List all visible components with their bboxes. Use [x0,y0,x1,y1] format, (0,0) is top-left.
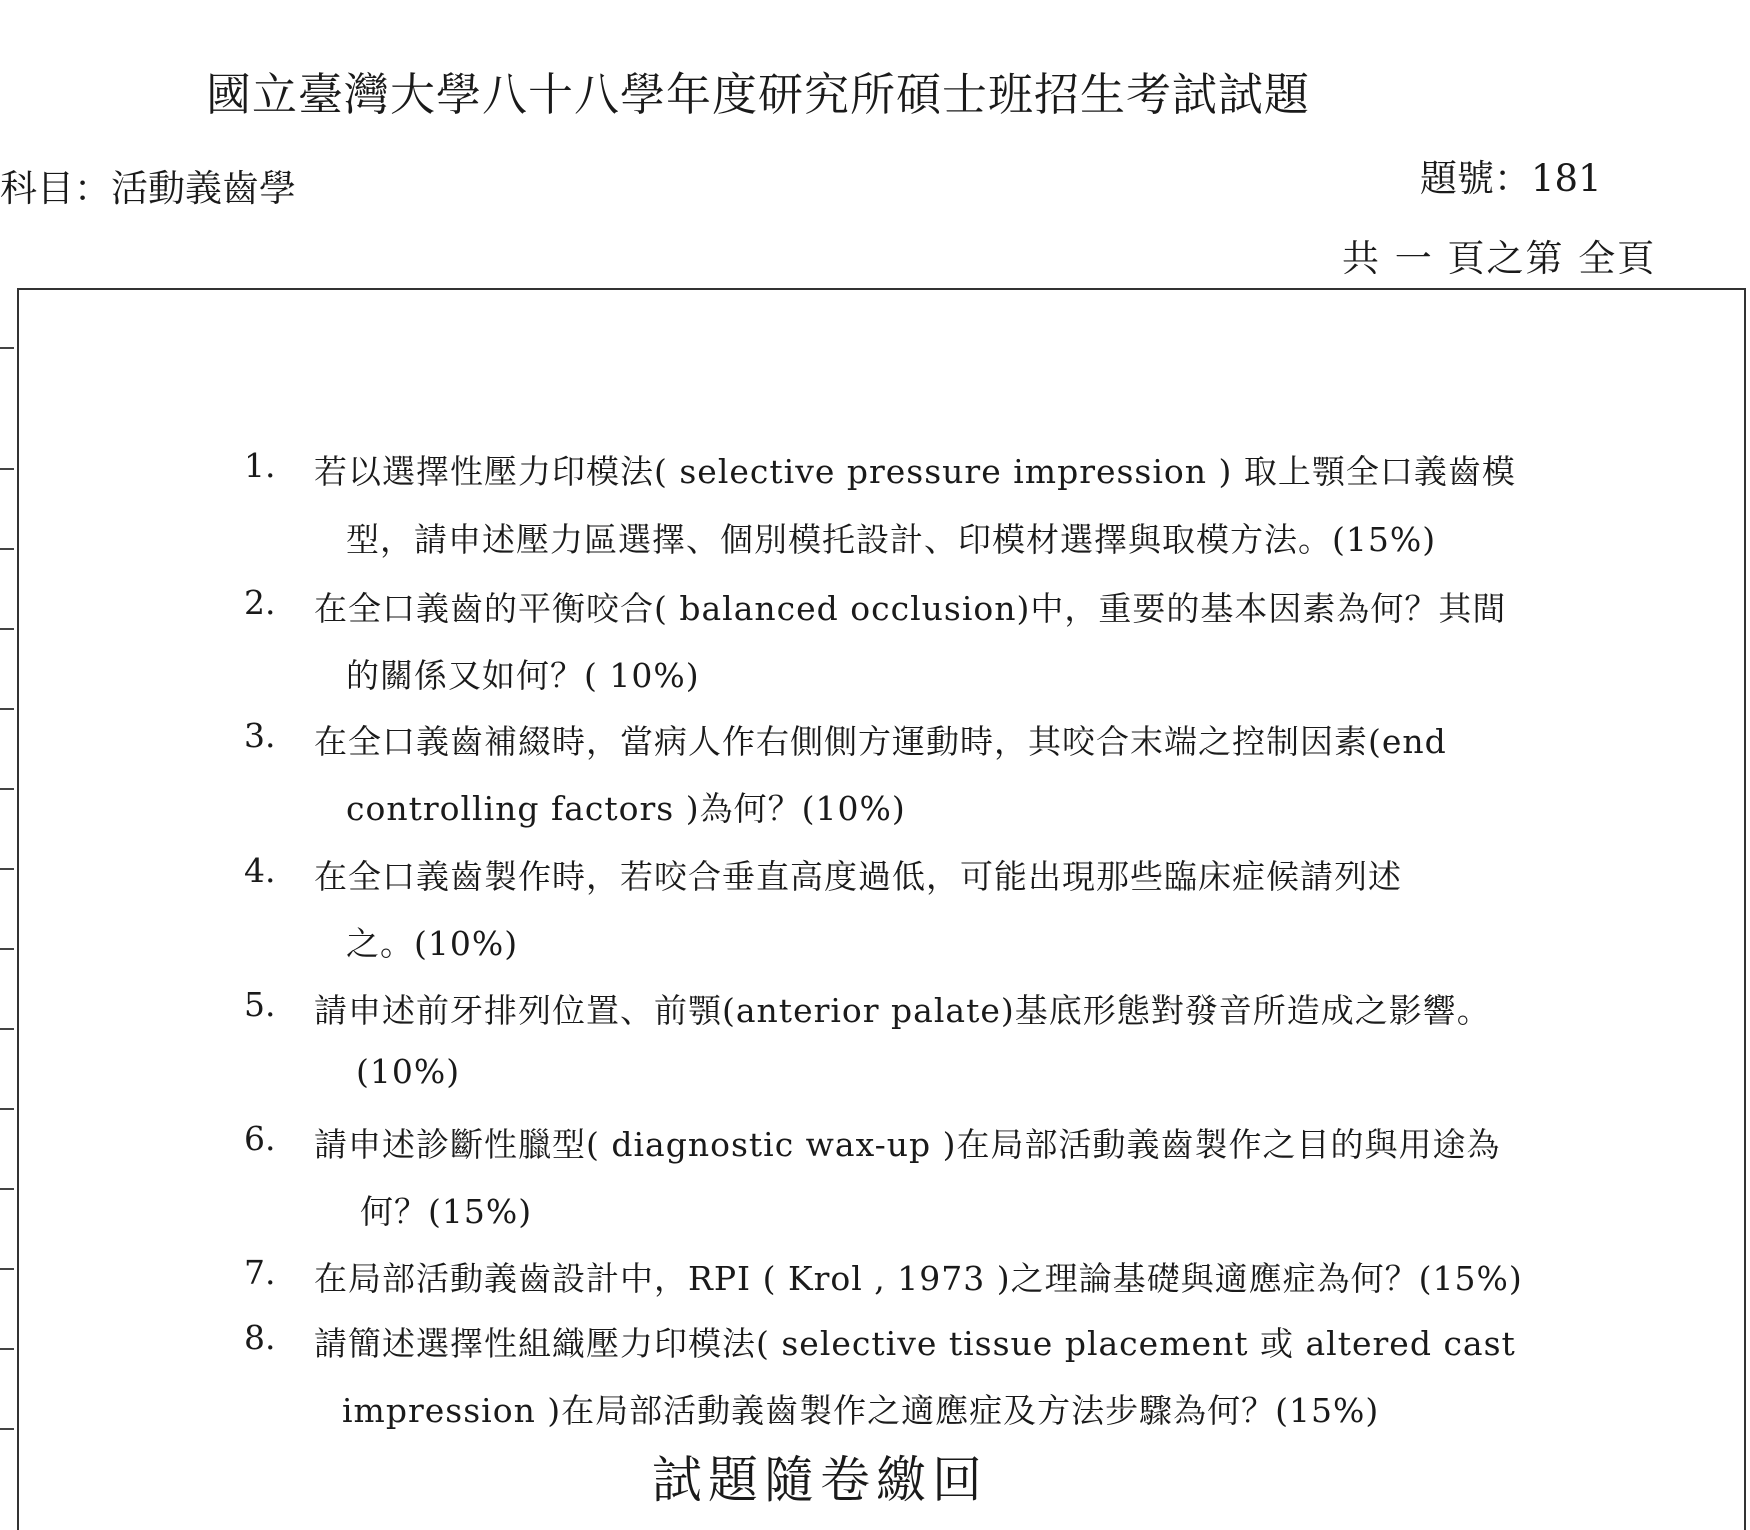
margin-tick [0,1108,14,1110]
question-number: 7. [244,1253,276,1292]
page-count: 共 一 頁之第 全頁 [1342,237,1657,280]
margin-tick [0,347,14,349]
return-notice: 試題隨卷繳回 [652,1451,988,1509]
question-line: 型，請申述壓力區選擇、個別模托設計、印模材選擇與取模方法。(15%) [346,520,1437,559]
question-line: 若以選擇性壓力印模法( selective pressure impression ) 取上顎全口義齒模 [314,452,1516,491]
question-line: 請申述診斷性臘型( diagnostic wax-up )在局部活動義齒製作之目的與用途為 [314,1125,1501,1164]
margin-tick [0,1188,14,1190]
question-number: 2. [244,583,276,622]
question-number: 3. [244,716,276,755]
margin-tick [0,1428,14,1430]
margin-tick [0,1028,14,1030]
question-number: 5. [244,985,276,1024]
question-line: 在全口義齒補綴時，當病人作右側側方運動時，其咬合末端之控制因素(end [314,722,1447,761]
question-line: impression )在局部活動義齒製作之適應症及方法步驟為何？(15%) [342,1391,1380,1430]
question-line: (10%) [356,1052,461,1091]
subject-label: 科目：活動義齒學 [0,167,296,210]
margin-tick [0,948,14,950]
margin-tick [0,1348,14,1350]
question-line: 在全口義齒製作時，若咬合垂直高度過低，可能出現那些臨床症候請列述 [314,857,1402,896]
page-title: 國立臺灣大學八十八學年度研究所碩士班招生考試試題 [206,68,1311,121]
margin-tick [0,868,14,870]
exam-number: 題號：181 [1420,157,1602,200]
question-line: 的關係又如何？( 10%) [346,656,700,695]
question-number: 8. [244,1318,276,1357]
question-line: 請申述前牙排列位置、前顎(anterior palate)基底形態對發音所造成之影響。 [314,991,1491,1030]
question-line: 在全口義齒的平衡咬合( balanced occlusion)中，重要的基本因素為何？其間 [314,589,1507,628]
margin-tick [0,788,14,790]
question-line: 何？(15%) [360,1192,533,1231]
question-line: 之。(10%) [346,924,519,963]
question-number: 1. [244,446,276,485]
question-line: 在局部活動義齒設計中，RPI ( Krol , 1973 )之理論基礎與適應症為何？(15%) [314,1259,1523,1298]
margin-tick [0,628,14,630]
question-number: 6. [244,1119,276,1158]
margin-tick [0,548,14,550]
question-line: controlling factors )為何？(10%) [346,789,906,828]
question-line: 請簡述選擇性組織壓力印模法( selective tissue placement 或 altered cast [314,1324,1516,1363]
margin-tick [0,708,14,710]
margin-tick [0,1268,14,1270]
margin-tick [0,468,14,470]
question-number: 4. [244,851,276,890]
